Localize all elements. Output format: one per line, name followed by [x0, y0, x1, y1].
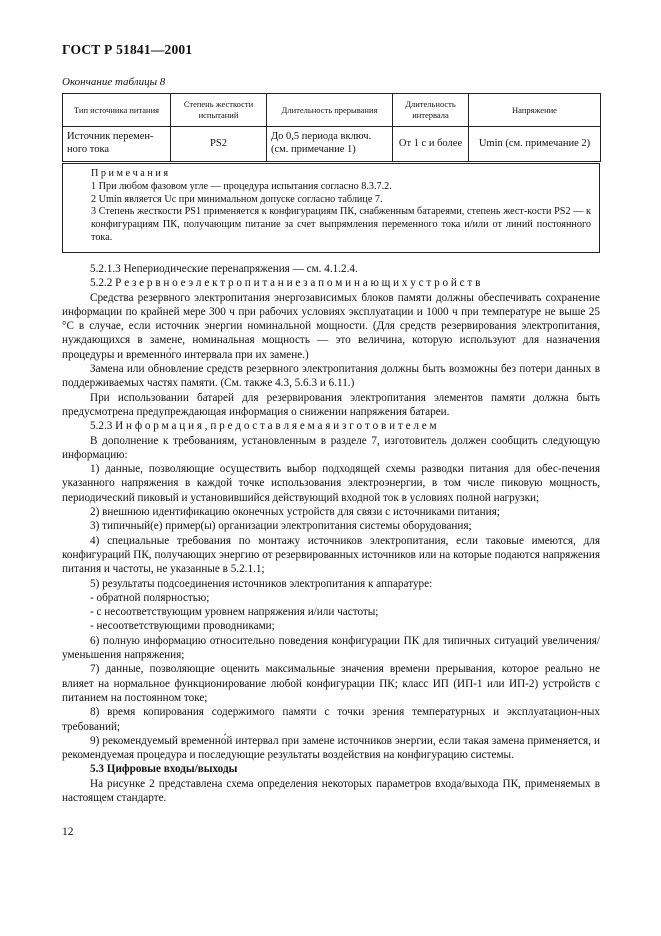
notes-title: П р и м е ч а н и я [91, 168, 169, 179]
para-5-2-1-3: 5.2.1.3 Непериодические перенапряжения — см. 4.1.2.4. [90, 263, 358, 275]
col-header-severity: Степень жесткости испытаний [171, 94, 267, 127]
table-caption: Окончание таблицы 8 [62, 76, 166, 88]
table-header-row [63, 94, 601, 127]
heading-5-2-2: 5.2.2 Р е з е р в н о е э л е к т р о п и т а н и е з а п о м и н а ю щ и х у с т р о й с т в [90, 277, 481, 290]
cell-voltage: Umin (см. примечание 2) [469, 127, 601, 162]
body-text [62, 262, 600, 805]
list-item-6: 6) полную информацию относительно поведения конфигурации ПК для типичных ситуаций увеличения/уменьшения напряжения; [62, 634, 600, 662]
list-item-4: 4) специальные требования по монтажу источников электропитания, если таковые имеются, для конфигураций ПК, получающих энергию от резервированных источников или на которые подаются напряжения питания и частоты, не указанные в 5.2.1.1; [62, 534, 600, 576]
page-number: 12 [62, 826, 74, 838]
list-item-7: 7) данные, позволяющие оценить максимальные значения времени прерывания, которое реально не влияет на нормальное функционирование любой конфигурации ПК; класс ИП (ИП-1 или ИП-2) устройств с питанием на постоянном токе; [62, 663, 600, 704]
note-3: 3 Степень жесткости PS1 применяется к конфигурациям ПК, снабженным батареями, степень жест-кости PS2 — к конфигурациям ПК, получающим питание за счет выпрямления переменного тока и/или от линий постоянного тока. [91, 206, 591, 243]
heading-5-2-3: 5.2.3 И н ф о р м а ц и я , п р е д о с т а в л я е м а я и з г о т о в и т е л е м [90, 420, 437, 433]
list-item-8: 8) время копирования содержимого памяти с точки зрения температурных и эксплуатацион-ных требований; [62, 706, 600, 733]
document-header: ГОСТ Р 51841—2001 [62, 42, 193, 57]
col-header-source-type: Тип источника питания [63, 94, 171, 127]
list-item-1: 1) данные, позволяющие осуществить выбор подходящей схемы разводки питания для обес-печения указанного напряжения в каждой точке использования электроэнергии, в том числе пиковую мощность, периодический пиковый и установившийся действующий входной ток в условиях полной нагрузки; [62, 463, 600, 504]
cell-severity: PS2 [171, 127, 267, 162]
note-2: 2 Umin является Uc при минимальном допуске согласно таблице 7. [91, 193, 383, 205]
list-item-9: 9) рекомендуемый временно́й интервал при замене источников энергии, если такая замена применяется, и рекомендуемая процедура и последующие результаты воздействия на конфигурацию системы. [62, 734, 600, 762]
col-header-duration: Длительность прерывания [267, 94, 393, 127]
list-item-5: 5) результаты подсоединения источников электропитания к аппаратуре: [90, 577, 433, 590]
table-row [63, 127, 601, 162]
note-1: 1 При любом фазовом угле — процедура испытания согласно 8.3.7.2. [91, 180, 392, 192]
para-5-2-3-1: В дополнение к требованиям, установленным в разделе 7, изготовитель должен сообщить следующую информацию: [62, 434, 600, 461]
col-header-interval: Длительность интервала [393, 94, 469, 127]
list-subitem-5b: - с несоответствующим уровнем напряжения и/или частоты; [90, 606, 379, 619]
table-8-end [62, 93, 601, 162]
list-item-2: 2) внешнюю идентификацию оконечных устройств для связи с источниками питания; [90, 506, 500, 519]
para-5-2-2-1: Средства резервного электропитания энергозависимых блоков памяти должны обеспечивать сохранение информации по крайней мере 300 ч при рабочих условиях эксплуатации и 1000 ч при температуре не выше 25 °С в случае, если источник энергии номинальной мощности. (Для средств резервирования электропитания, нуждающихся в замене, номинальная мощность — это величина, которую используют для назначения процедуры и временно́го интервала при их замене.) [62, 291, 600, 361]
para-5-2-2-3: При использовании батарей для резервирования электропитания элементов памяти должна быть предусмотрена предупреждающая информация о снижении напряжения батареи. [62, 391, 600, 418]
col-header-voltage: Напряжение [469, 94, 601, 127]
table-notes [62, 163, 600, 253]
list-item-3: 3) типичный(е) пример(ы) организации электропитания системы оборудования; [90, 520, 472, 533]
list-subitem-5c: - несоответствующими проводниками; [90, 620, 275, 633]
list-subitem-5a: - обратной полярностью; [90, 591, 210, 604]
para-5-2-2-2: Замена или обновление средств резервного электропитания должны быть возможны без потери данных в поддерживаемых частях памяти. (См. также 4.3, 5.6.3 и 6.11.) [62, 363, 600, 390]
para-5-3: На рисунке 2 представлена схема определения некоторых параметров входа/выхода ПК, применяемых в настоящем стандарте. [62, 777, 600, 804]
cell-source-type: Источник перемен-ного тока [63, 127, 171, 162]
heading-5-3: 5.3 Цифровые входы/выходы [90, 763, 238, 776]
cell-duration: До 0,5 периода включ. (см. примечание 1) [267, 127, 393, 162]
cell-interval: От 1 с и более [393, 127, 469, 162]
